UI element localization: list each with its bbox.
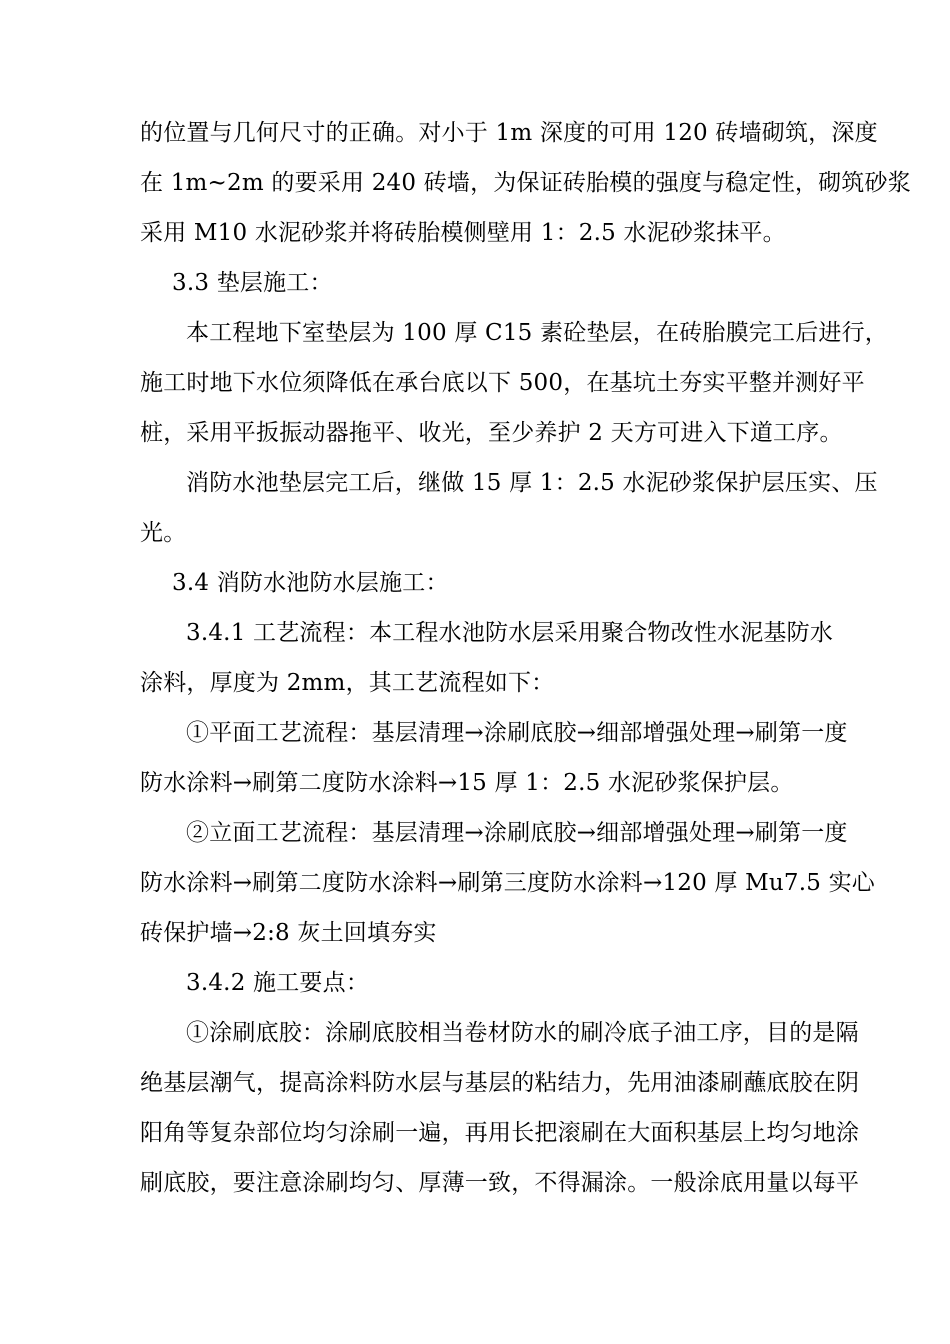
- list-item-line: 阳角等复杂部位均匀涂刷一遍，再用长把滚刷在大面积基层上均匀地涂: [140, 1120, 860, 1146]
- body-text-line: 在 1m~2m 的要采用 240 砖墙，为保证砖胎模的强度与稳定性，砌筑砂浆: [140, 170, 911, 196]
- body-text-line: 本工程地下室垫层为 100 厚 C15 素砼垫层，在砖胎膜完工后进行，: [186, 320, 889, 346]
- list-item-line: ①平面工艺流程：基层清理→涂刷底胶→细部增强处理→刷第一度: [186, 720, 848, 746]
- body-text-line: 的位置与几何尺寸的正确。对小于 1m 深度的可用 120 砖墙砌筑，深度: [140, 120, 878, 146]
- body-text-line: 涂料，厚度为 2mm，其工艺流程如下：: [140, 670, 555, 696]
- subsection-heading-3-4-2: 3.4.2 施工要点：: [186, 970, 370, 996]
- list-item-line: 刷底胶，要注意涂刷均匀、厚薄一致，不得漏涂。一般涂底用量以每平: [140, 1170, 860, 1196]
- list-item-line: 砖保护墙→2:8 灰土回填夯实: [140, 920, 437, 946]
- section-heading-3-4: 3.4 消防水池防水层施工：: [172, 570, 449, 596]
- list-item-line: 绝基层潮气，提高涂料防水层与基层的粘结力，先用油漆刷蘸底胶在阴: [140, 1070, 860, 1096]
- list-item-line: ①涂刷底胶：涂刷底胶相当卷材防水的刷冷底子油工序，目的是隔: [186, 1020, 859, 1046]
- list-item-line: 防水涂料→刷第二度防水涂料→刷第三度防水涂料→120 厚 Mu7.5 实心: [140, 870, 875, 896]
- body-text-line: 施工时地下水位须降低在承台底以下 500，在基坑土夯实平整并测好平: [140, 370, 865, 396]
- list-item-line: 防水涂料→刷第二度防水涂料→15 厚 1：2.5 水泥砂浆保护层。: [140, 770, 794, 796]
- body-text-line: 消防水池垫层完工后，继做 15 厚 1：2.5 水泥砂浆保护层压实、压: [186, 470, 878, 496]
- body-text-line: 采用 M10 水泥砂浆并将砖胎模侧壁用 1：2.5 水泥砂浆抹平。: [140, 220, 786, 246]
- body-text-line: 桩，采用平扳振动器拖平、收光，至少养护 2 天方可进入下道工序。: [140, 420, 843, 446]
- list-item-line: ②立面工艺流程：基层清理→涂刷底胶→细部增强处理→刷第一度: [186, 820, 848, 846]
- body-text-line: 光。: [140, 520, 187, 546]
- subsection-heading-3-4-1: 3.4.1 工艺流程：本工程水池防水层采用聚合物改性水泥基防水: [186, 620, 834, 646]
- section-heading-3-3: 3.3 垫层施工：: [172, 270, 333, 296]
